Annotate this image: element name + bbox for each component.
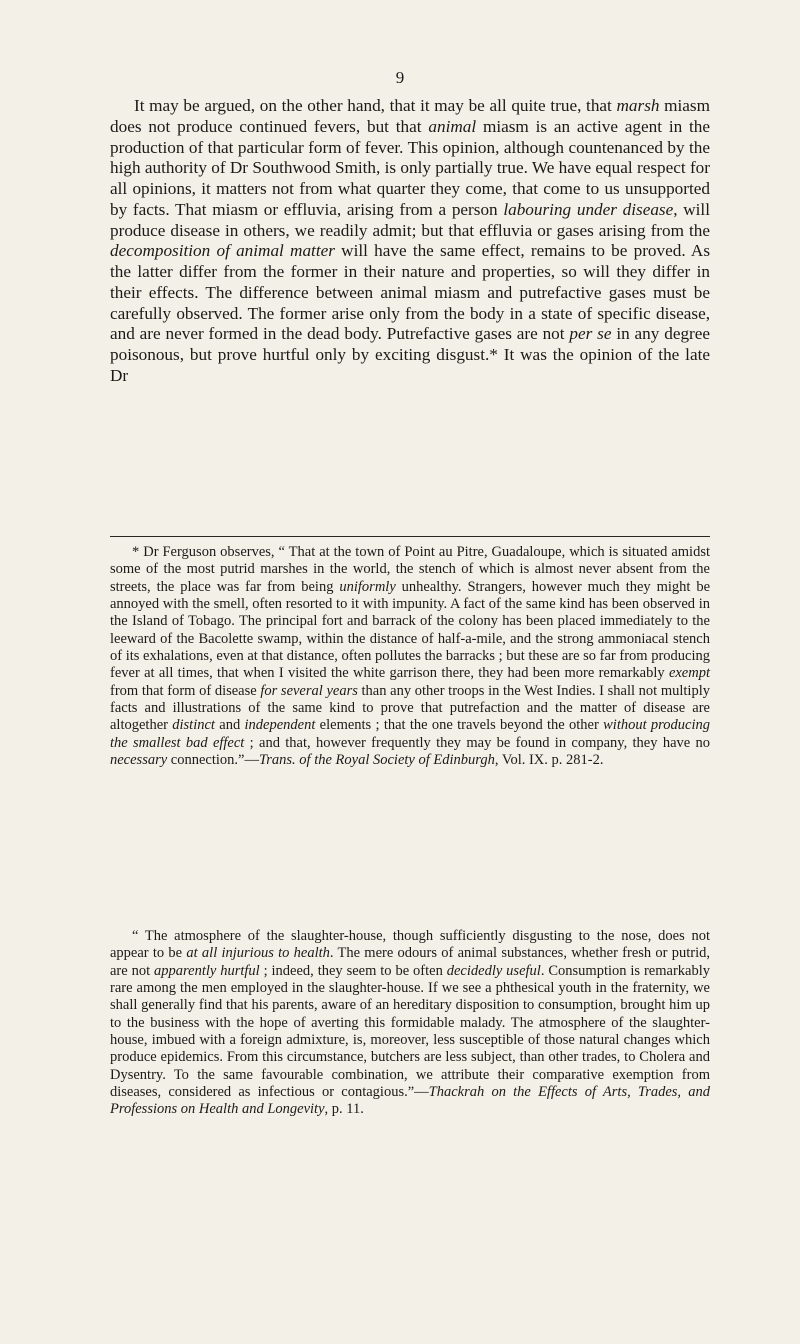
main-paragraph bbox=[110, 96, 710, 387]
italic-run: per se bbox=[569, 324, 612, 344]
italic-run: Thackrah on the Effects of Arts, Trades, and Professions on Health and Longevity bbox=[110, 1084, 710, 1118]
text-run: miasm is an active agent in the production of that particular form of fever. This opinion, although countenanced by the high authority of Dr Southwood Smith, is only partially true. We have equal respect for all opinions, it matters not from what quarter they come, that come to us unsupported by facts. That miasm or effluvia, arising from a person bbox=[110, 116, 711, 219]
text-run: ; indeed, they seem to be often bbox=[259, 962, 447, 979]
text-run: in any degree poisonous, but prove hurtful only by exciting disgust.* It was the opinion of the late Dr bbox=[110, 324, 711, 385]
italic-run: necessary bbox=[110, 752, 168, 769]
page-number: 9 bbox=[395, 68, 405, 87]
text-run: than any other troops in the West Indies. I shall not multiply facts and illustrations of the same kind to prove that putrefaction and the matter of disease are altogether bbox=[110, 682, 710, 734]
italic-run: apparently hurtful bbox=[154, 962, 260, 979]
text-run: connection.”— bbox=[167, 752, 259, 769]
text-run: * Dr Ferguson observes, “ That at the town of Point au Pitre, Guadaloupe, which is situated amidst some of the most putrid marshes in the world, the stench of which is almost never absent from the streets, the place was far from being bbox=[110, 544, 710, 595]
italic-run: uniformly bbox=[339, 578, 396, 595]
text-run: and bbox=[214, 717, 245, 734]
italic-run: without producing the smallest bad effect bbox=[110, 717, 710, 751]
italic-run: for several years bbox=[260, 682, 358, 699]
italic-run: exempt bbox=[668, 665, 710, 682]
italic-run: decomposition of animal matter bbox=[110, 241, 335, 261]
text-run: . Consumption is remarkably rare among the men employed in the slaughter-house. If we see a phthesical youth in the fraternity, we shall generally find that his parents, aware of an hereditary disposition to consumption, brought him up to the business with the hope of averting this formidable malady. The atmosphere of the slaughter-house, imbued with a foreign admixture, is, moreover, less susceptible of those natural changes which produce epidemics. From this circumstance, butchers are less subject, than other trades, to Cholera and Dysentry. To the same favourable combination, we attribute their comparative exemption from diseases, considered as infectious or contagious.”— bbox=[110, 962, 710, 1101]
footnote-ferguson bbox=[110, 544, 710, 769]
text-run: unhealthy. Strangers, however much they might be annoyed with the smell, often resorted to it with impunity. A fact of the same kind has been observed in the Island of Tobago. The principal fort and barrack of the colony has been placed immediately to the leeward of the Bacolette swamp, within the distance of half-a-mile, and the strong ammoniacal stench of its exhalations, even at that distance, often pollutes the barracks ; but these are so far from producing fever at all times, that when I visited the white garrison there, they had been more remarkably bbox=[110, 578, 710, 682]
text-run: . The mere odours of animal substances, whether fresh or putrid, are not bbox=[110, 945, 711, 979]
italic-run: marsh bbox=[616, 96, 660, 115]
italic-run: animal bbox=[428, 116, 477, 136]
text-run: elements ; that the one travels beyond the other bbox=[315, 717, 604, 734]
italic-run: at all injurious to health bbox=[186, 945, 330, 962]
text-run: , Vol. IX. p. 281-2. bbox=[494, 752, 604, 769]
italic-run: distinct bbox=[172, 717, 215, 734]
text-run: from that form of disease bbox=[110, 682, 261, 699]
italic-run: Trans. of the Royal Society of Edinburgh bbox=[258, 752, 495, 769]
text-run: ; and that, however frequently they may be found in company, they have no bbox=[244, 734, 711, 751]
italic-run: labouring under disease bbox=[503, 199, 674, 219]
text-run: It may be argued, on the other hand, that it may be all quite true, that bbox=[134, 96, 617, 115]
italic-run: decidedly useful bbox=[446, 962, 541, 979]
footnote-divider bbox=[110, 536, 710, 537]
footnote-thackrah bbox=[110, 928, 710, 1119]
text-run: , p. 11. bbox=[324, 1101, 364, 1118]
text-run: will have the same effect, remains to be proved. As the latter differ from the former in their nature and properties, so will they differ in their effects. The difference between animal miasm and putrefactive gases must be carefully observed. The former arise only from the body in a state of specific disease, and are never formed in the dead body. Putrefactive gases are not bbox=[110, 241, 711, 344]
text-run: miasm does not produce continued fevers, but that bbox=[110, 96, 710, 136]
text-run: “ The atmosphere of the slaughter-house, though sufficiently disgusting to the nose, does not appear to be bbox=[110, 928, 710, 962]
text-run: , will produce disease in others, we readily admit; but that effluvia or gases arising from the bbox=[110, 199, 710, 240]
italic-run: independent bbox=[244, 717, 316, 734]
